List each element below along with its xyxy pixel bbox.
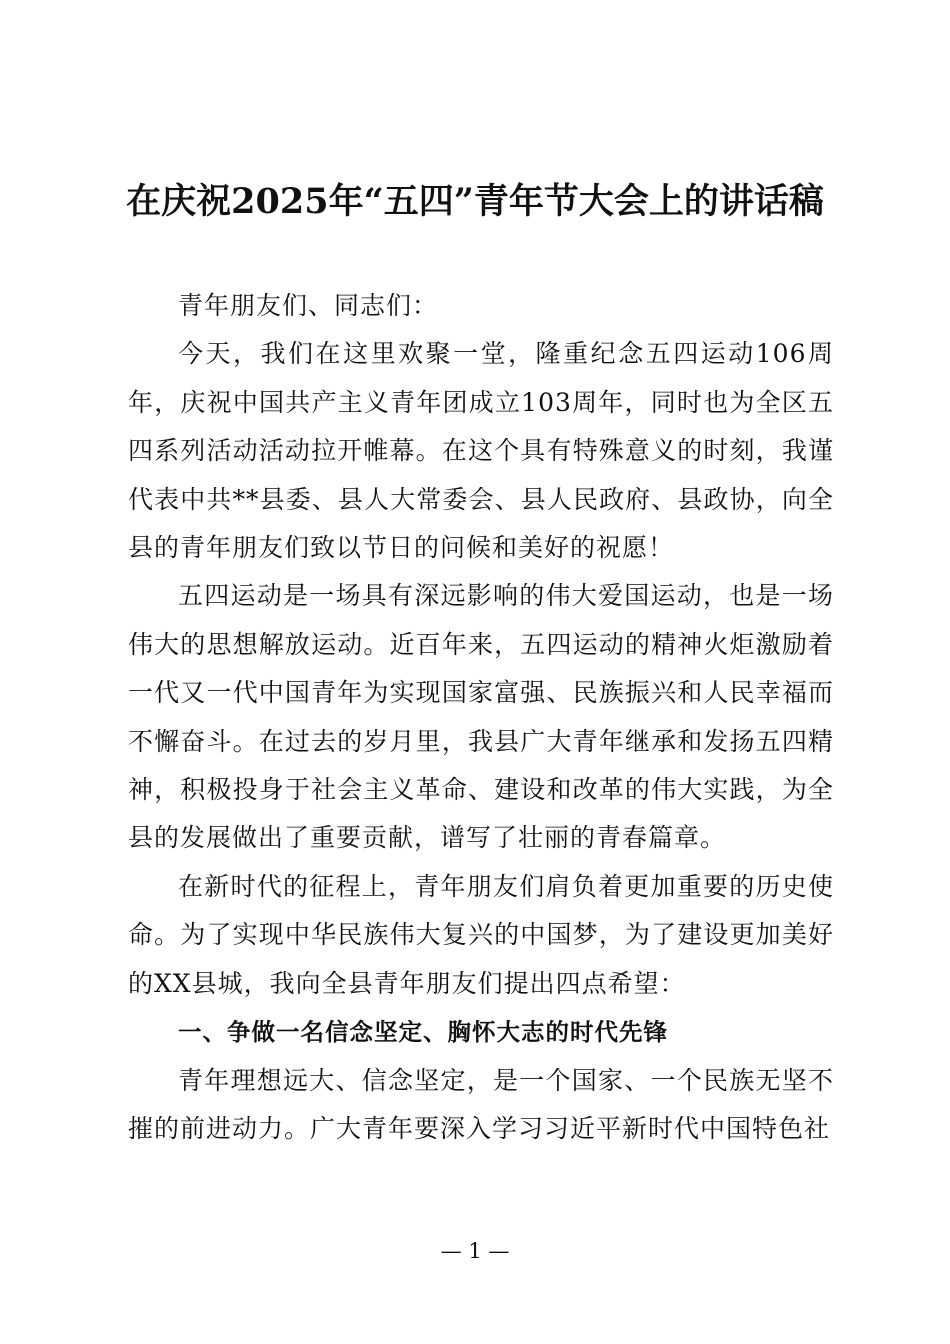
document-title: 在庆祝2025年“五四”青年节大会上的讲话稿	[126, 181, 824, 222]
document-body	[128, 282, 834, 1153]
body-paragraph: 青年理想远大、信念坚定，是一个国家、一个民族无坚不摧的前进动力。广大青年要深入学习习近平新时代中国特色社	[128, 1065, 834, 1143]
page-number: — 1 —	[440, 1239, 510, 1263]
body-paragraph: 五四运动是一场具有深远影响的伟大爱国运动，也是一场伟大的思想解放运动。近百年来，五四运动的精神火炬激励着一代又一代中国青年为实现国家富强、民族振兴和人民幸福而不懈奋斗。在过去的岁月里，我县广大青年继承和发扬五四精神，积极投身于社会主义革命、建设和改革的伟大实践，为全县的发展做出了重要贡献，谱写了壮丽的青春篇章。	[128, 581, 834, 853]
body-paragraph: 今天，我们在这里欢聚一堂，隆重纪念五四运动106周年，庆祝中国共产主义青年团成立103周年，同时也为全区五四系列活动活动拉开帷幕。在这个具有特殊意义的时刻，我谨代表中共**县委、县人大常委会、县人民政府、县政协，向全县的青年朋友们致以节日的问候和美好的祝愿！	[128, 339, 834, 563]
body-paragraph: 在新时代的征程上，青年朋友们肩负着更加重要的历史使命。为了实现中华民族伟大复兴的中国梦，为了建设更加美好的XX县城，我向全县青年朋友们提出四点希望：	[128, 871, 834, 998]
section-heading: 一、争做一名信念坚定、胸怀大志的时代先锋	[178, 1018, 668, 1047]
salutation-paragraph: 青年朋友们、同志们：	[178, 291, 439, 320]
